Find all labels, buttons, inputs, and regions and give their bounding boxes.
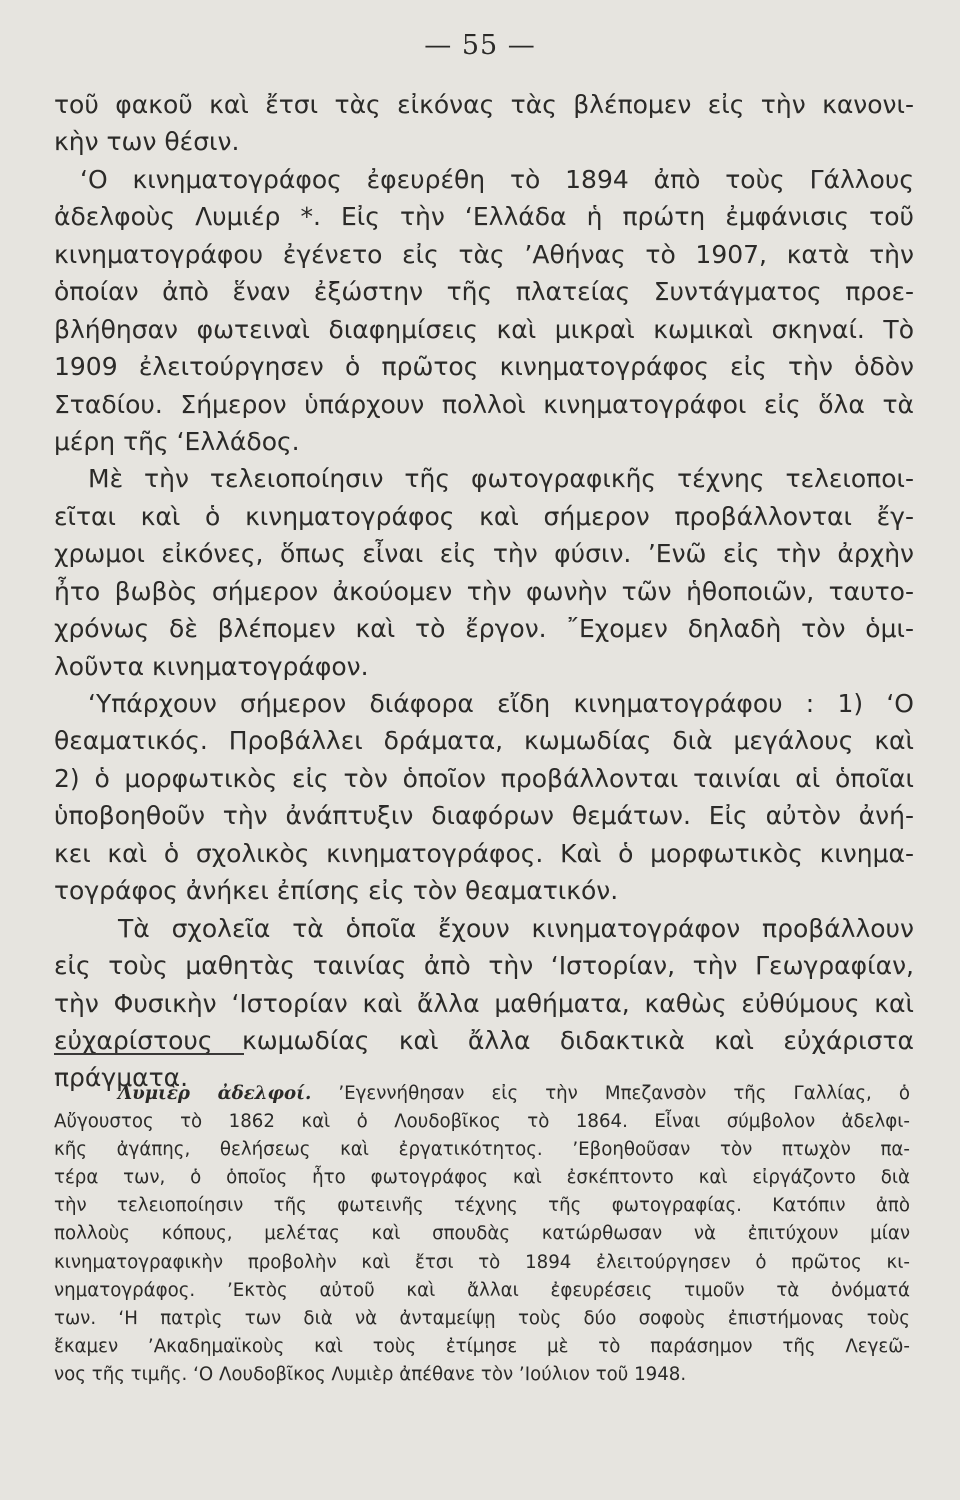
footnote bbox=[54, 1080, 910, 1389]
text-line: εὐχαρίστους κωμωδίας καὶ ἄλλα διδακτικὰ καὶ εὐχάριστα bbox=[54, 1025, 914, 1055]
page-number: — 55 — bbox=[424, 30, 536, 61]
footnote-heading: Λυμιὲρ ἀδελφοί. bbox=[118, 1083, 312, 1104]
footnote-line: Αὔγουστος τὸ 1862 καὶ ὁ Λουδοβῖκος τὸ 1864. Εἶναι σύμβολον ἀδελφι- bbox=[54, 1111, 910, 1133]
footnote-line: νος τῆς τιμῆς. ‘Ο Λουδοβῖκος Λυμιὲρ ἀπέθανε τὸν ’Ιούλιον τοῦ 1948. bbox=[54, 1363, 687, 1385]
text-line: Σταδίου. Σήμερον ὑπάρχουν πολλοὶ κινηματογράφοι εἰς ὅλα τὰ bbox=[54, 389, 914, 419]
footnote-line: τὴν τελειοποίησιν τῆς φωτεινῆς τέχνης τῆς φωτογραφίας. Κατόπιν ἀπὸ bbox=[54, 1195, 910, 1217]
footnote-divider bbox=[54, 1053, 244, 1055]
footnote-line: νηματογράφος. ’Εκτὸς αὐτοῦ καὶ ἄλλαι ἐφευρέσεις τιμοῦν τὰ ὀνόματά bbox=[54, 1279, 910, 1301]
text-line: βλήθησαν φωτειναὶ διαφημίσεις καὶ μικραὶ κωμικαὶ σκηναί. Τὸ bbox=[54, 314, 914, 344]
paragraph-start-line: ‘Ο κινηματογράφος ἐφευρέθη τὸ 1894 ἀπὸ τοὺς Γάλλους bbox=[80, 164, 914, 194]
text-line: χρωμοι εἰκόνες, ὅπως εἶναι εἰς τὴν φύσιν. ’Ενῶ εἰς τὴν ἀρχὴν bbox=[54, 539, 914, 569]
paragraph-start-line: Μὲ τὴν τελειοποίησιν τῆς φωτογραφικῆς τέχνης τελειοποι- bbox=[88, 464, 914, 494]
text-line: εἰς τοὺς μαθητὰς ταινίας ἀπὸ τὴν ‘Ιστορίαν, τὴν Γεωγραφίαν, bbox=[54, 951, 914, 981]
text-line: τοῦ φακοῦ καὶ ἔτσι τὰς εἰκόνας τὰς βλέπομεν εἰς τὴν κανονι- bbox=[54, 90, 914, 119]
text-line: χρόνως δὲ βλέπομεν καὶ τὸ ἔργον. ῎Εχομεν δηλαδὴ τὸν ὁμι- bbox=[54, 614, 914, 644]
footnote-line: των. ‘Η πατρὶς των διὰ νὰ ἀνταμείψῃ τοὺς δύο σοφοὺς ἐπιστήμονας τοὺς bbox=[54, 1307, 910, 1329]
footnote-text: ’Εγεννήθησαν εἰς τὴν Μπεζανσὸν τῆς Γαλλίας, ὁ bbox=[338, 1083, 910, 1104]
text-line: τογράφος ἀνήκει ἐπίσης εἰς τὸν θεαματικόν. bbox=[54, 876, 619, 906]
text-line: τὴν Φυσικὴν ‘Ιστορίαν καὶ ἄλλα μαθήματα, καθὼς εὐθύμους καὶ bbox=[54, 988, 914, 1018]
footnote-first-line bbox=[54, 1080, 910, 1108]
text-line: εῖται καὶ ὁ κινηματογράφος καὶ σήμερον προβάλλονται ἔγ- bbox=[54, 501, 914, 531]
footnote-line: κῆς ἀγάπης, θελήσεως καὶ ἐργατικότητος. ’Εβοηθοῦσαν τὸν πτωχὸν πα- bbox=[54, 1139, 910, 1161]
text-line: ὁποίαν ἀπὸ ἕναν ἐξώστην τῆς πλατείας Συντάγματος προε- bbox=[54, 277, 914, 307]
text-line: 1909 ἐλειτούργησεν ὁ πρῶτος κινηματογράφος εἰς τὴν ὁδὸν bbox=[54, 352, 914, 382]
footnote-line: τέρα των, ὁ ὁποῖος ἦτο φωτογράφος καὶ ἐσκέπτοντο καὶ εἰργάζοντο διὰ bbox=[54, 1167, 910, 1189]
footnote-line: πολλοὺς κόπους, μελέτας καὶ σπουδὰς κατώρθωσαν νὰ ἐπιτύχουν μίαν bbox=[54, 1223, 910, 1245]
text-line: θεαματικός. Προβάλλει δράματα, κωμωδίας διὰ μεγάλους καὶ bbox=[54, 726, 914, 756]
text-line: ὑποβοηθοῦν τὴν ἀνάπτυξιν διαφόρων θεμάτων. Εἰς αὐτὸν ἀνή- bbox=[54, 801, 914, 831]
body-text bbox=[54, 86, 914, 1097]
text-line: ἀδελφοὺς Λυμιέρ *. Εἰς τὴν ‘Ελλάδα ἡ πρώτη ἐμφάνισις τοῦ bbox=[54, 202, 914, 232]
text-line: μέρη τῆς ‘Ελλάδος. bbox=[54, 426, 300, 456]
text-line: 2) ὁ μορφωτικὸς εἰς τὸν ὁποῖον προβάλλονται ταινίαι αἱ ὁποῖαι bbox=[54, 763, 914, 793]
paragraph-start-line: Τὰ σχολεῖα τὰ ὁποῖα ἔχουν κινηματογράφον προβάλλουν bbox=[118, 913, 914, 943]
text-line: πράγματα. bbox=[54, 1063, 189, 1093]
paragraph-start-line: ‘Υπάρχουν σήμερον διάφορα εἴδη κινηματογράφου : 1) ‘Ο bbox=[88, 689, 914, 718]
text-line: κὴν των θέσιν. bbox=[54, 127, 240, 157]
footnote-line: ἔκαμεν ’Ακαδημαϊκοὺς καὶ τοὺς ἐτίμησε μὲ τὸ παράσημον τῆς Λεγεῶ- bbox=[54, 1335, 910, 1357]
text-line: κινηματογράφου ἐγένετο εἰς τὰς ’Αθήνας τὸ 1907, κατὰ τὴν bbox=[54, 239, 914, 269]
text-line: κει καὶ ὁ σχολικὸς κινηματογράφος. Καὶ ὁ μορφωτικὸς κινημα- bbox=[54, 838, 914, 868]
footnote-line: κινηματογραφικὴν προβολὴν καὶ ἔτσι τὸ 1894 ἐλειτούργησεν ὁ πρῶτος κι- bbox=[54, 1251, 910, 1273]
text-line: λοῦντα κινηματογράφον. bbox=[54, 651, 369, 681]
text-line: ἦτο βωβὸς σήμερον ἀκούομεν τὴν φωνὴν τῶν ἡθοποιῶν, ταυτο- bbox=[54, 576, 914, 606]
